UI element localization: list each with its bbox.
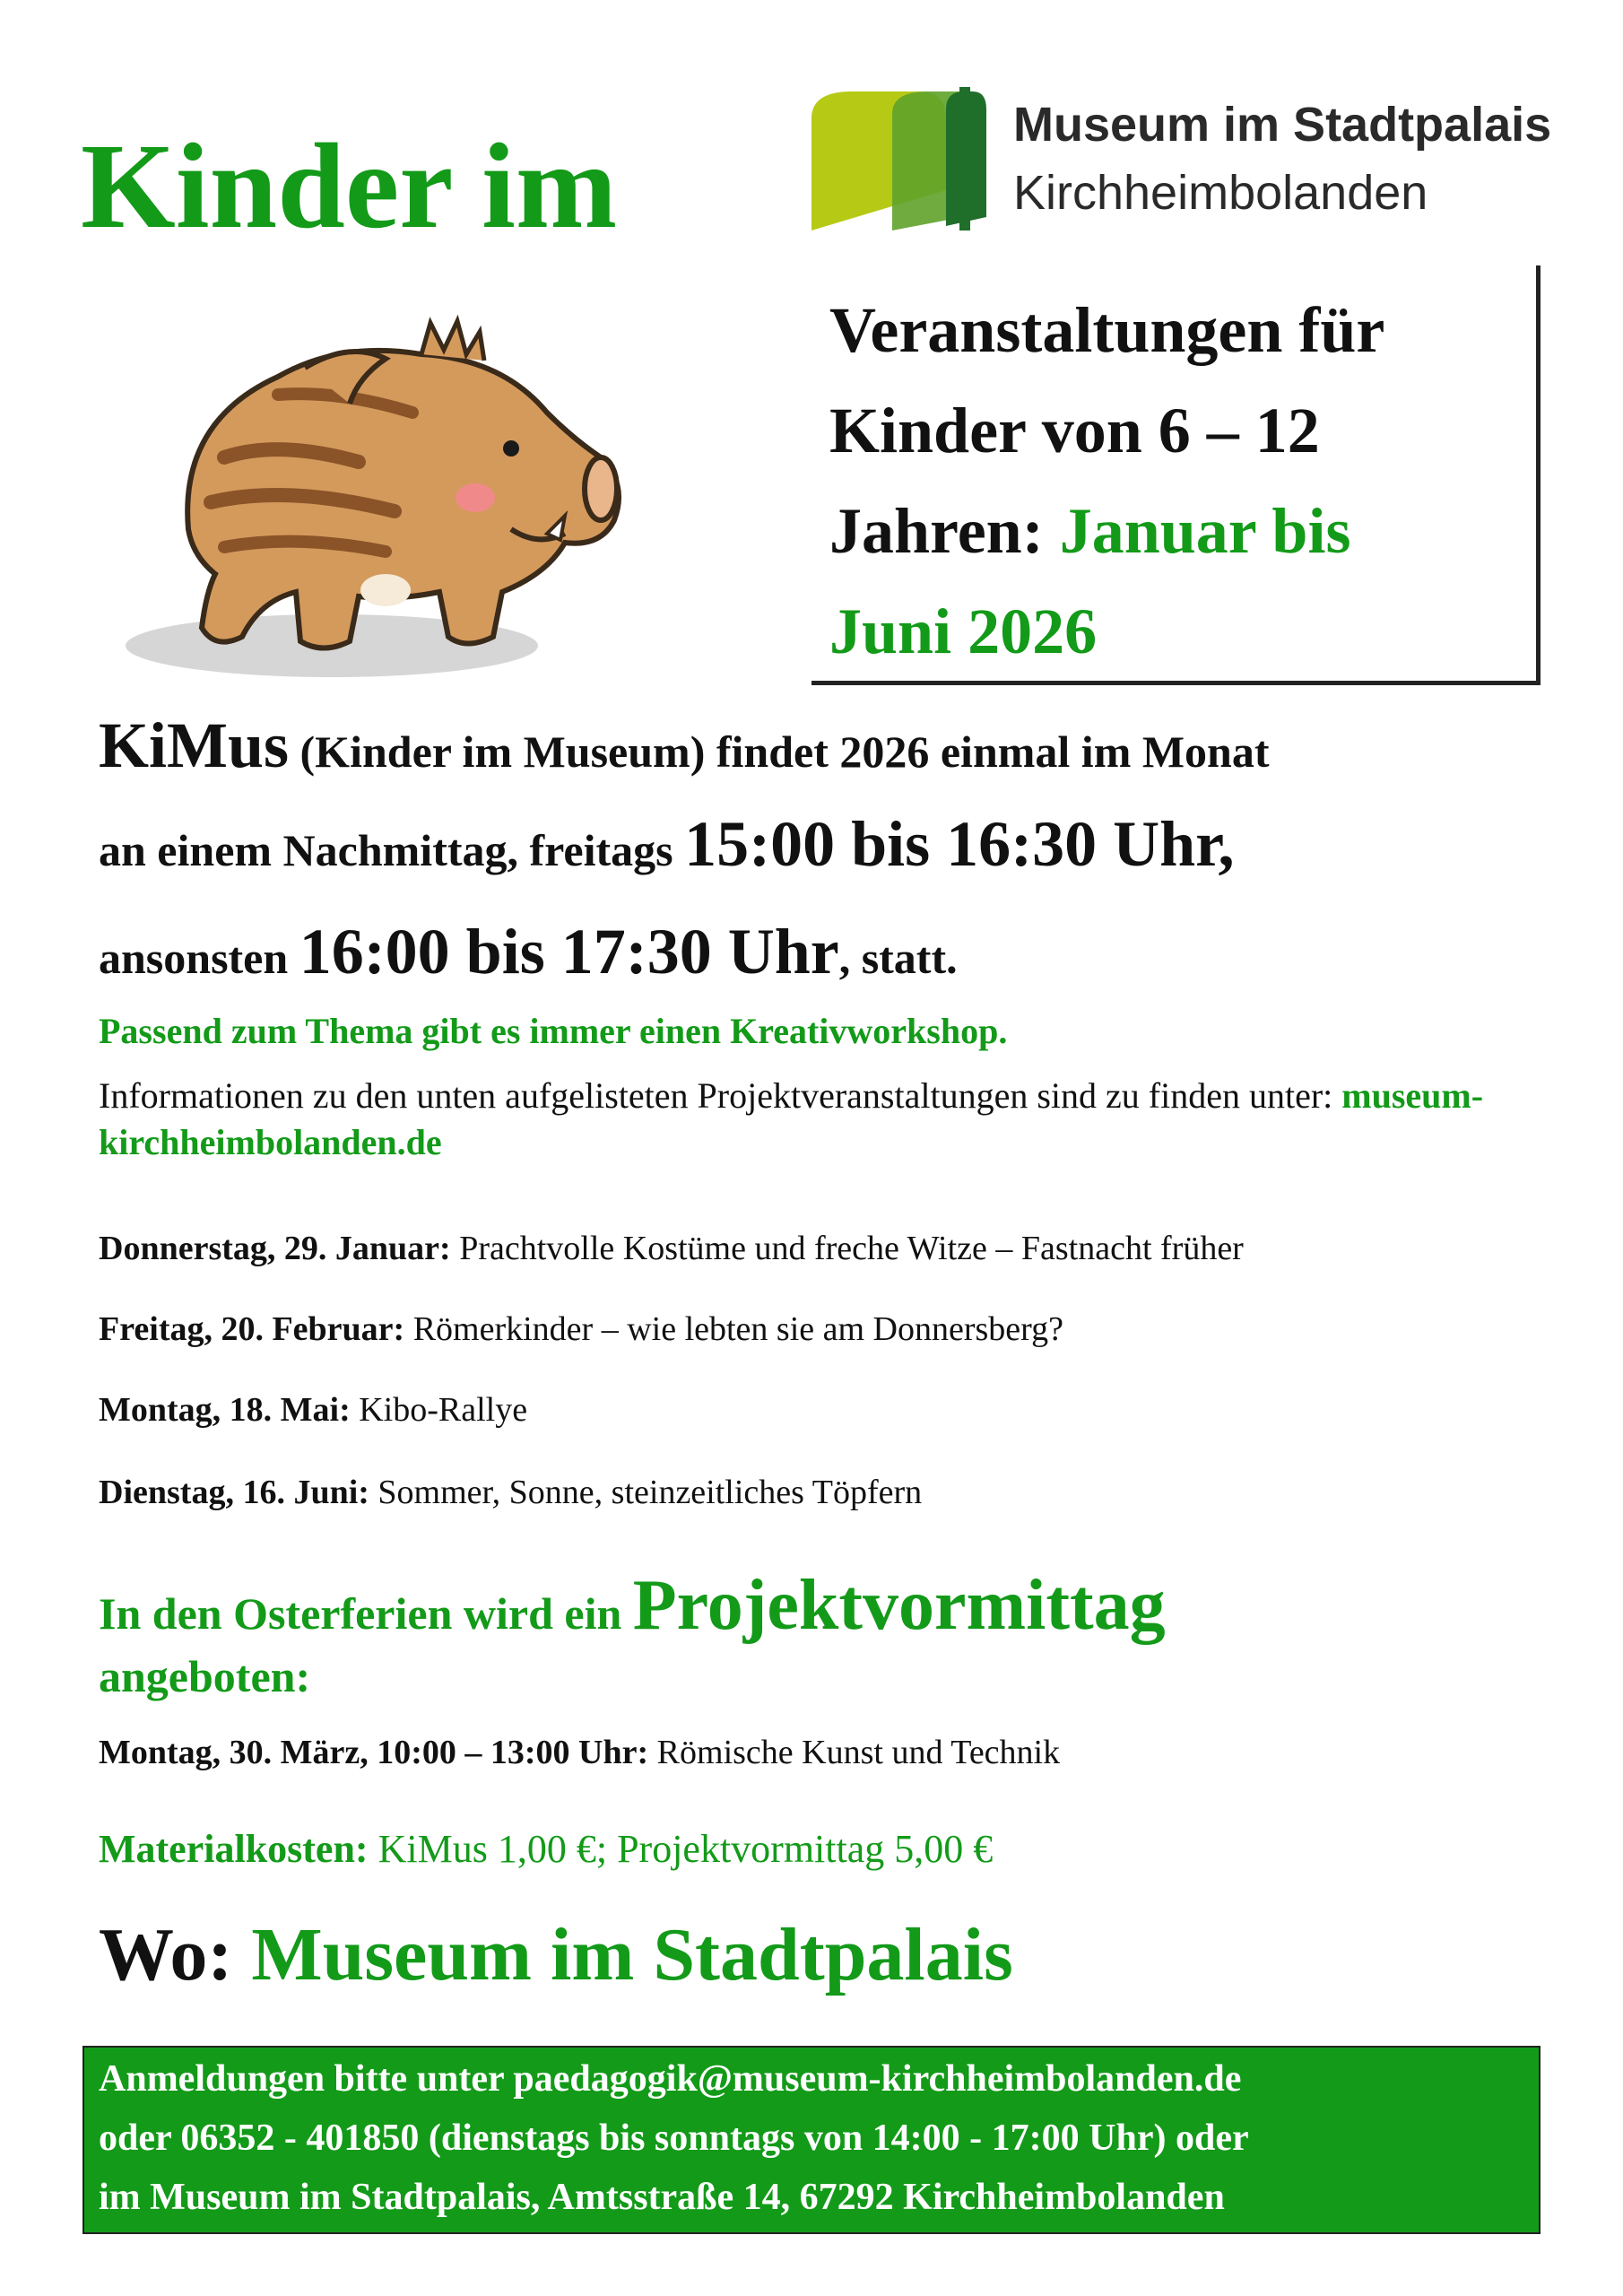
registration-line-3: im Museum im Stadtpalais, Amtsstraße 14, 67292 Kirchheimbolanden [99, 2177, 1225, 2218]
intro-line-1-rest: (Kinder im Museum) findet 2026 einmal im Monat [289, 726, 1270, 777]
event-title: Römerkinder – wie lebten sie am Donnersberg? [404, 1310, 1064, 1348]
intro-line-2-prefix: an einem Nachmittag, freitags [99, 825, 685, 875]
other-time: 16:00 bis 17:30 Uhr [299, 916, 839, 987]
intro-line-3-suffix: , statt. [838, 933, 958, 983]
material-costs [99, 1826, 993, 1872]
logo-bar [959, 87, 970, 230]
easter-suffix: angeboten: [99, 1651, 311, 1701]
box-line-3 [829, 481, 1529, 581]
event-item [99, 1390, 527, 1430]
project-date: Montag, 30. März, 10:00 – 13:00 Uhr: [99, 1734, 649, 1771]
box-line-1: Veranstaltungen für [829, 294, 1385, 366]
event-item [99, 1229, 1244, 1268]
event-date: Freitag, 20. Februar: [99, 1310, 405, 1348]
event-item [99, 1309, 1063, 1349]
page-title: Kinder im [81, 119, 618, 254]
boar-illustration [126, 305, 664, 691]
info-text-body: Informationen zu den unten aufgelisteten Projektveranstaltungen sind zu finden unter: [99, 1075, 1342, 1116]
info-text [99, 1073, 1533, 1166]
intro-line-3 [99, 915, 958, 989]
event-date: Montag, 18. Mai: [99, 1391, 351, 1429]
registration-text [99, 2049, 1533, 2227]
location-label: Wo: [99, 1913, 252, 1996]
logo-city: Kirchheimbolanden [1013, 166, 1428, 220]
box-date-range-end: Juni 2026 [829, 596, 1098, 667]
intro-line-3-prefix: ansonsten [99, 933, 299, 983]
registration-line-2: oder 06352 - 401850 (dienstags bis sonntags von 14:00 - 17:00 Uhr) oder [99, 2118, 1249, 2159]
box-line-3-prefix: Jahren: [829, 495, 1060, 567]
logo-name: Museum im Stadtpalais [1013, 98, 1552, 152]
box-date-range-start: Januar bis [1059, 495, 1351, 567]
intro-line-2 [99, 807, 1235, 882]
event-date: Dienstag, 16. Juni: [99, 1474, 369, 1511]
registration-line-1: Anmeldungen bitte unter paedagogik@museum-kirchheimbolanden.de [99, 2058, 1242, 2100]
website-link[interactable]: museum-kirchheimbolanden.de [99, 1075, 1484, 1162]
costs-label: Materialkosten: [99, 1827, 369, 1871]
event-date: Donnerstag, 29. Januar: [99, 1230, 451, 1267]
intro-line-1 [99, 709, 1270, 783]
friday-time: 15:00 bis 16:30 Uhr, [684, 808, 1235, 880]
event-title: Kibo-Rallye [350, 1391, 528, 1429]
project-title: Römische Kunst und Technik [648, 1734, 1061, 1771]
kimus-label: KiMus [99, 709, 290, 781]
location [99, 1913, 1013, 1996]
event-title: Prachtvolle Kostüme und freche Witze – Fastnacht früher [450, 1230, 1244, 1267]
event-title: Sommer, Sonne, steinzeitliches Töpfern [369, 1474, 923, 1511]
easter-highlight: Projektvormittag [632, 1566, 1166, 1645]
costs-value: KiMus 1,00 €; Projektvormittag 5,00 € [368, 1827, 994, 1871]
easter-prefix: In den Osterferien wird ein [99, 1588, 633, 1639]
easter-heading [99, 1566, 1533, 1708]
event-info-text [829, 280, 1529, 682]
project-morning-item [99, 1733, 1060, 1772]
box-line-2: Kinder von 6 – 12 [829, 395, 1320, 466]
location-value: Museum im Stadtpalais [251, 1913, 1013, 1996]
workshop-note: Passend zum Thema gibt es immer einen Kreativworkshop. [99, 1011, 1008, 1051]
event-item [99, 1473, 922, 1512]
